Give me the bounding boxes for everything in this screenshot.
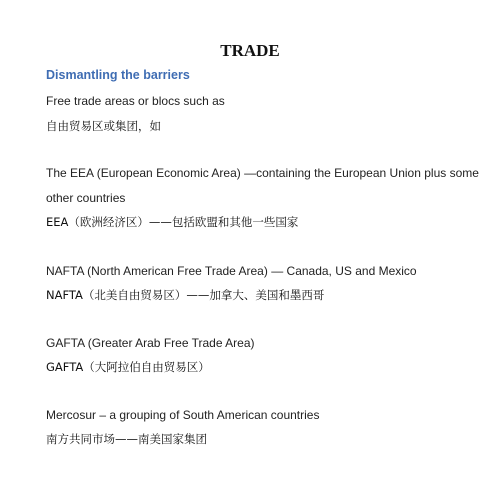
body-line-eea: The EEA (European Economic Area) —containing the European Union plus some bbox=[46, 166, 479, 180]
body-line-nafta: NAFTA (North American Free Trade Area) — Canada, US and Mexico bbox=[46, 264, 417, 278]
body-line-gafta-zh: GAFTA（大阿拉伯自由贸易区） bbox=[46, 360, 210, 374]
body-line-nafta-zh: NAFTA（北美自由贸易区）——加拿大、美国和墨西哥 bbox=[46, 288, 325, 302]
document-title: TRADE bbox=[220, 41, 280, 60]
body-line-mercosur: Mercosur – a grouping of South American countries bbox=[46, 408, 320, 422]
body-line-intro-zh: 自由贸易区或集团，如 bbox=[46, 119, 161, 133]
body-line-eea-cont: other countries bbox=[46, 191, 126, 205]
body-line-mercosur-zh: 南方共同市场——南美国家集团 bbox=[46, 432, 207, 446]
section-heading: Dismantling the barriers bbox=[46, 68, 190, 82]
body-line-eea-zh: EEA（欧洲经济区）——包括欧盟和其他一些国家 bbox=[46, 215, 299, 229]
body-line-intro: Free trade areas or blocs such as bbox=[46, 94, 225, 108]
body-line-gafta: GAFTA (Greater Arab Free Trade Area) bbox=[46, 336, 255, 350]
